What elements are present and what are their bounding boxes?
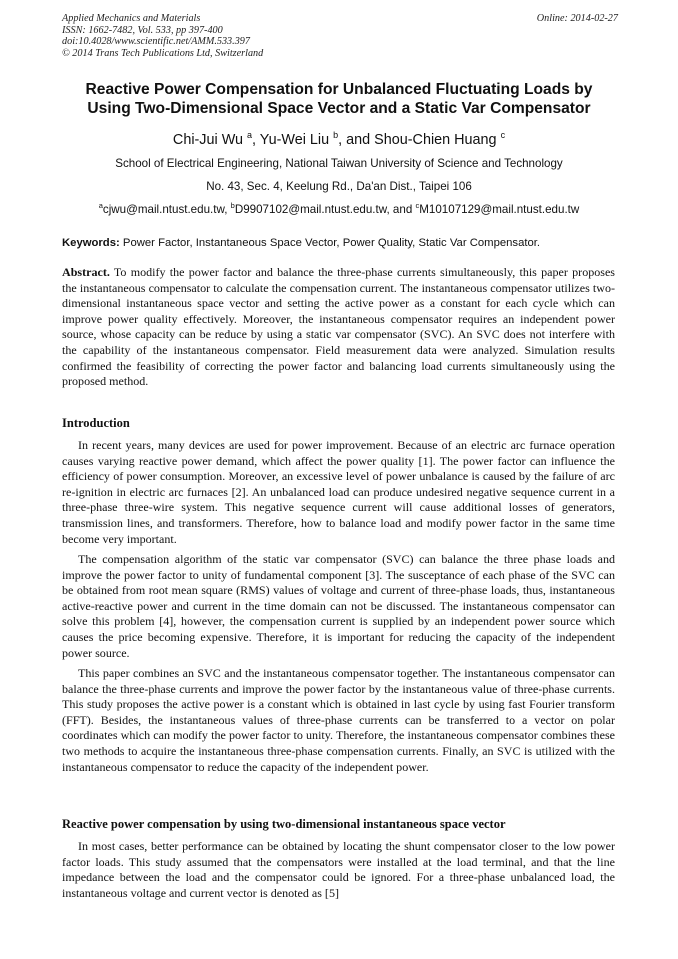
abstract-label: Abstract. <box>62 265 110 279</box>
email-link[interactable]: D9907102@mail.ntust.edu.tw <box>234 203 387 216</box>
email-mark: a <box>98 201 103 211</box>
email-separator: , <box>224 203 231 216</box>
abstract-text: To modify the power factor and balance the three-phase currents simultaneously, this paper proposes the instantaneous compensator to calculate the compensation current. The instantaneous compensator utilizes two-dimensional instantaneous space vector and setting the active power as a constant for each cycle which can improve power quality effectively. Moreover, the instantaneous compensator requires an independent power source, whose capacity can be reduce by using a static var compensator (SVC). An SVC does not interfere with the capability of the instantaneous compensator. Field measurement data were analyzed. Simulation results confirmed the feasibility of correcting the power factor and balancing load currents simultaneously using the proposed method. <box>62 265 615 389</box>
email-separator: , and <box>386 203 416 216</box>
intro-paragraph-1: In recent years, many devices are used for power improvement. Because of an electric arc furnace operation causes varying reactive power demand, which affect the power quality [1]. The power factor can influence the efficiency of power consumption. Moreover, an excessive level of power unbalance is caused by the failure of arc re-ignition in electric arc furnaces [2]. An unbalanced load can produce undesired negative sequence current in a three-phase three-wire system. This negative sequence current will cause additional losses of generators, transmission lines, and transformers. Therefore, how to balance load and modify power factor in the same time become very important. <box>62 438 615 546</box>
address: No. 43, Sec. 4, Keelung Rd., Da'an Dist., Taipei 106 <box>206 180 472 193</box>
email-link[interactable]: cjwu@mail.ntust.edu.tw <box>102 203 225 216</box>
email-mark: b <box>230 201 235 211</box>
author-mark: c <box>500 130 506 141</box>
section-heading-space-vector: Reactive power compensation by using two-dimensional instantaneous space vector <box>62 817 506 831</box>
author-separator: , and <box>338 132 375 148</box>
journal-name: Applied Mechanics and Materials <box>62 13 201 24</box>
intro-paragraph-3: This paper combines an SVC and the instantaneous compensator together. The instantaneous compensator can balance the three-phase currents and improve the power factor by the instantaneous value of three-phase currents. This study proposes the active power is a constant which is obtained in last cycle by using fast Fourier transform (FFT). Besides, the instantaneous values of three-phase currents can be transferred to a vector on polar coordinates which can modify the power factor to unity. Therefore, the instantaneous compensator combines these two methods to acquire the instantaneous three-phase compensation currents. Finally, an SVC is utilized with the instantaneous compensator to reduce the capacity of the independent power. <box>62 666 615 774</box>
author-mark: a <box>247 130 253 141</box>
email-list <box>40 203 638 217</box>
affiliation: School of Electrical Engineering, National Taiwan University of Science and Technology <box>115 157 563 170</box>
author-name: Shou-Chien Huang <box>374 132 497 148</box>
author-separator: , <box>252 132 260 148</box>
author-mark: b <box>333 130 339 141</box>
issn-line: ISSN: 1662-7482, Vol. 533, pp 397-400 <box>62 24 223 36</box>
keywords-text: Power Factor, Instantaneous Space Vector, Power Quality, Static Var Compensator. <box>119 237 541 249</box>
keywords <box>62 236 622 250</box>
intro-paragraph-2: The compensation algorithm of the static var compensator (SVC) can balance the three phase loads and improve the power factor to unity of fundamental component [3]. The susceptance of each phase of the SVC can be obtained from root mean square (RMS) values of voltage and current of three-phase loads, thus, instantaneous active-reactive power and current in the time domain can not be discussed. The instantaneous compensator can solve this problem [4], however, the compensation current is supplied by an independent power source which causes the price becoming expensive. Therefore, it is important for reducing the capacity of the independent power source. <box>62 552 615 660</box>
keywords-label: Keywords: <box>62 237 120 249</box>
section-paragraph-1: In most cases, better performance can be obtained by locating the shunt compensator closer to the low power factor loads. This study assumed that the compensators were installed at the load terminal, and that the line impedance between the load and the compensator could be ignored. For a three-phase unbalanced load, the instantaneous voltage and current vector is denoted as [5] <box>62 839 615 900</box>
online-date: Online: 2014-02-27 <box>536 13 618 24</box>
author-name: Yu-Wei Liu <box>259 132 330 148</box>
copyright-line: © 2014 Trans Tech Publications Ltd, Switzerland <box>62 47 264 59</box>
section-heading-introduction: Introduction <box>62 416 130 430</box>
author-list <box>40 131 638 149</box>
abstract <box>62 265 615 390</box>
paper-title <box>40 80 638 118</box>
doi-line: doi:10.4028/www.scientific.net/AMM.533.397 <box>62 36 250 48</box>
running-header <box>62 13 618 59</box>
author-name: Chi-Jui Wu <box>172 132 244 148</box>
title-line-2: Using Two-Dimensional Space Vector and a Static Var Compensator <box>87 100 591 117</box>
email-mark: c <box>415 201 420 211</box>
email-link[interactable]: M10107129@mail.ntust.edu.tw <box>419 203 580 216</box>
title-line-1: Reactive Power Compensation for Unbalanced Fluctuating Loads by <box>85 81 593 98</box>
